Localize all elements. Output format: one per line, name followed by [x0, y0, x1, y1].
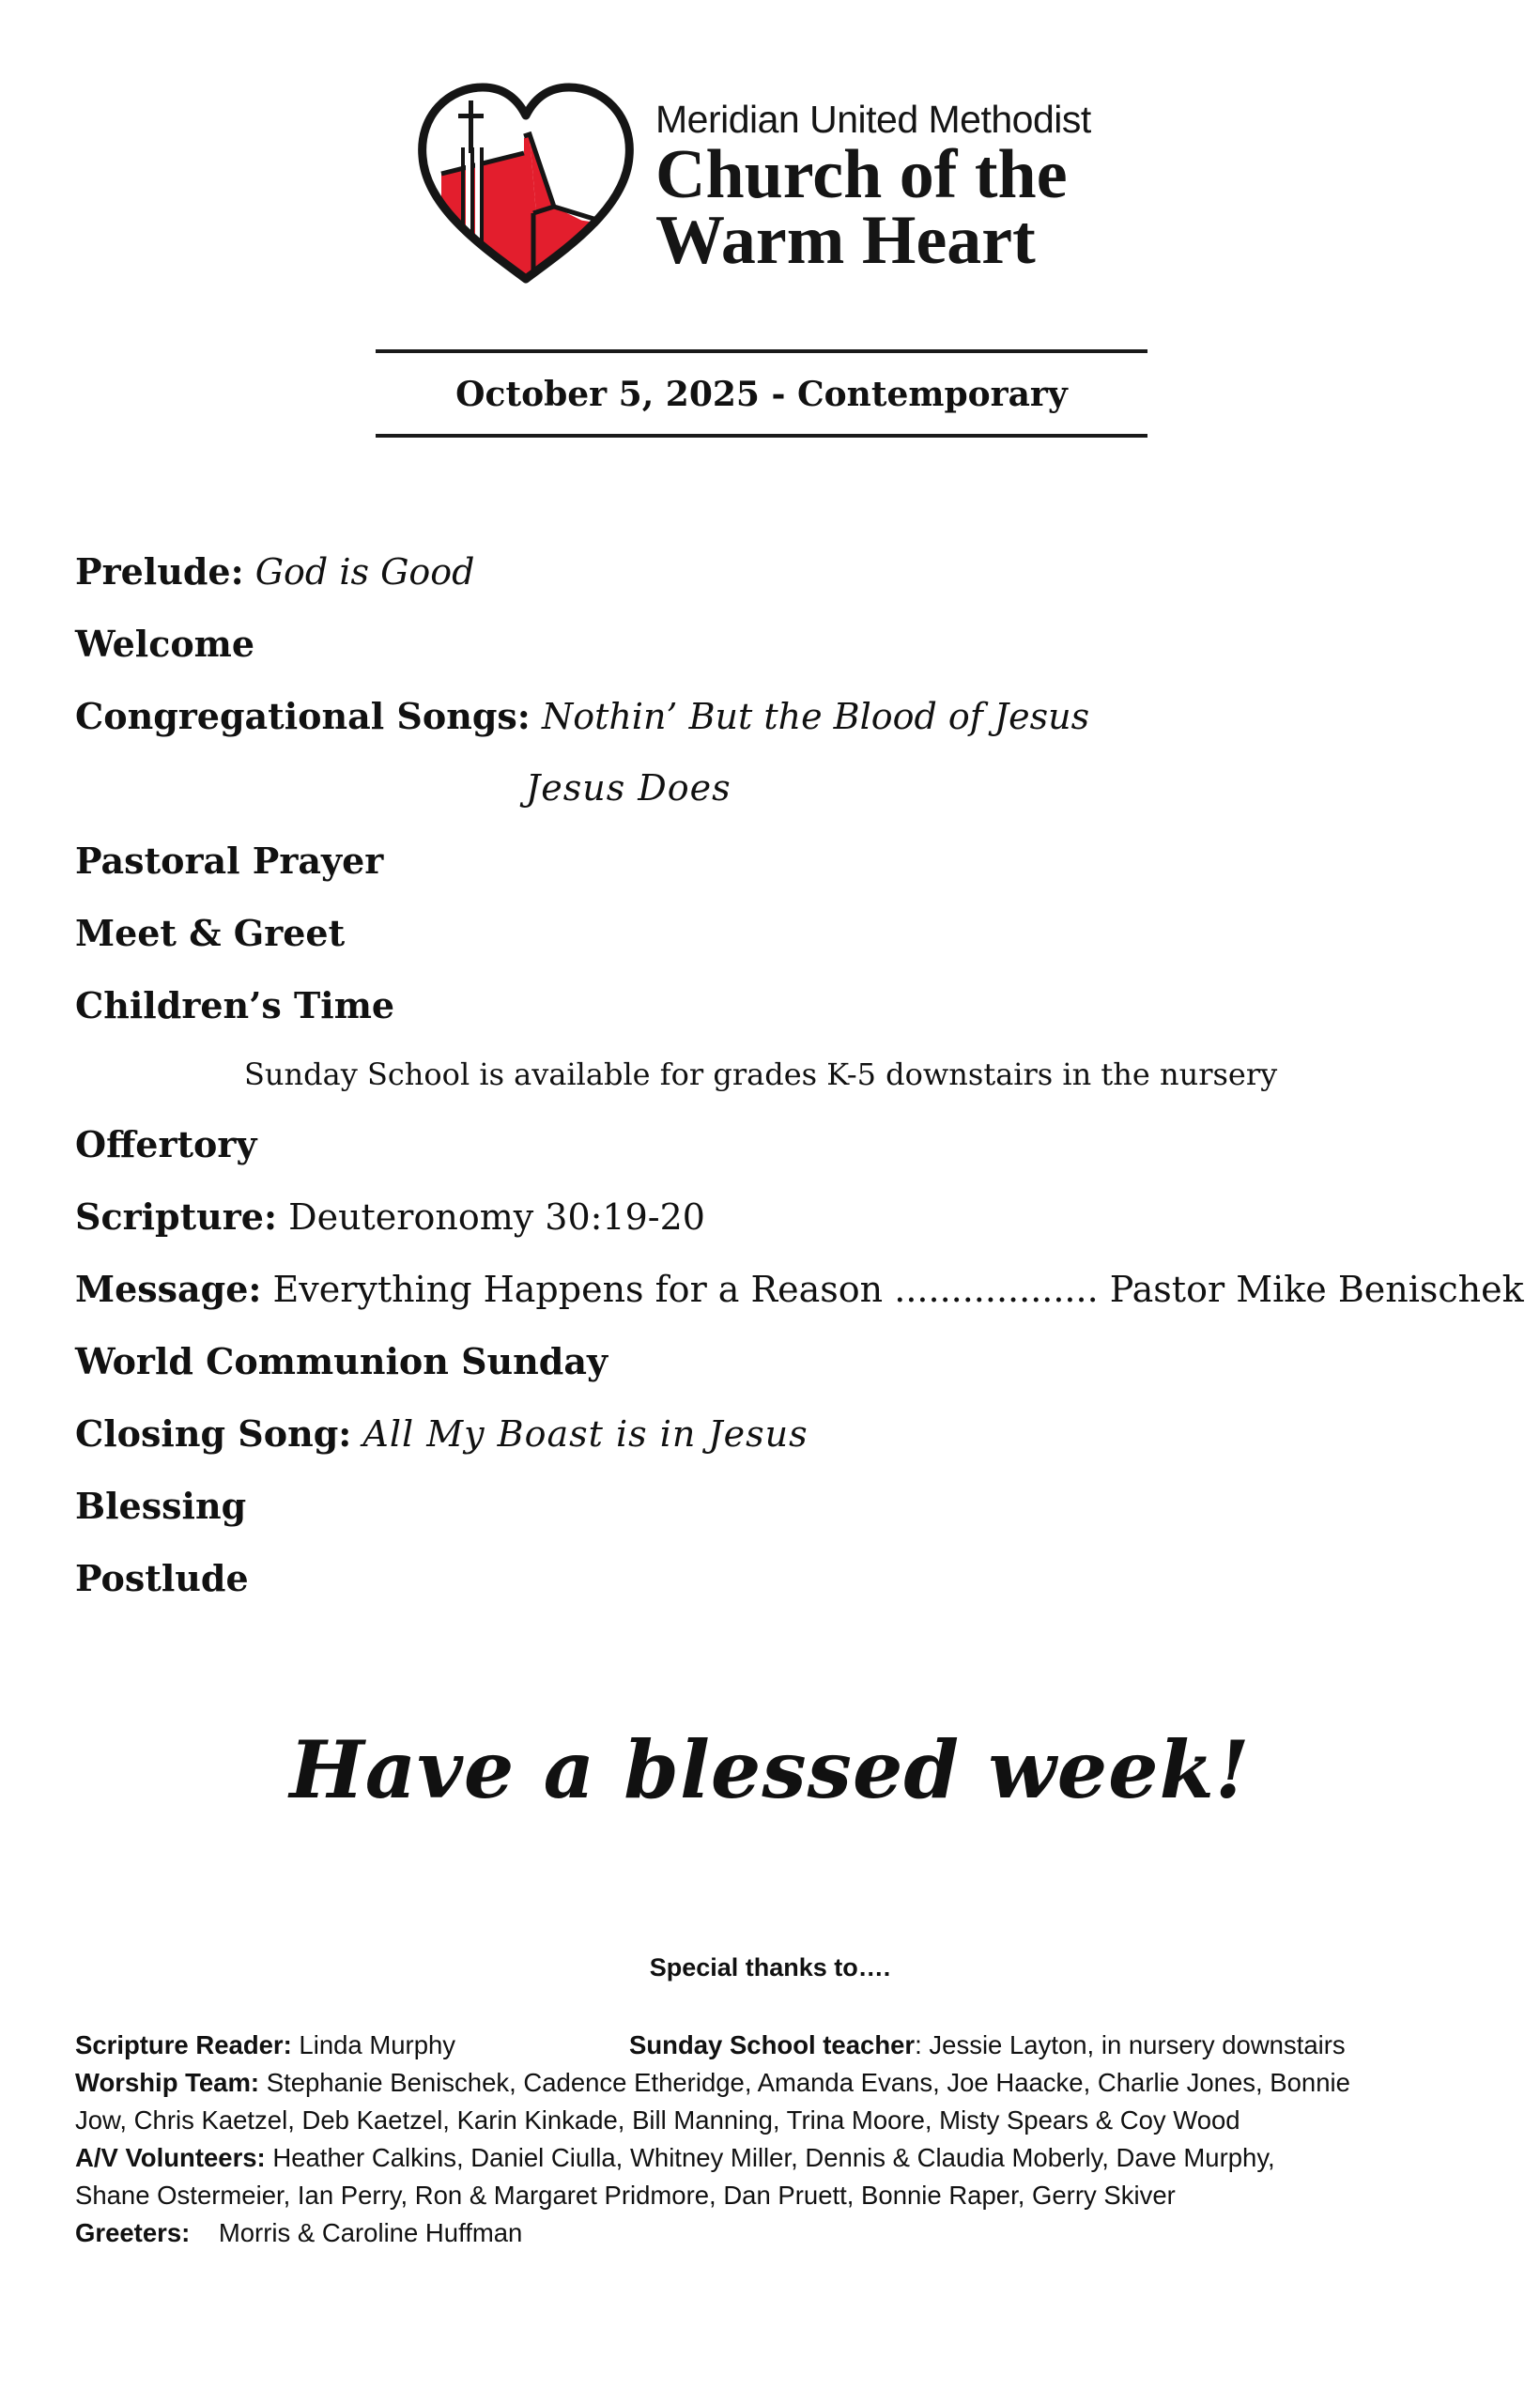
av-volunteers-names-1: Heather Calkins, Daniel Ciulla, Whitney Miller, Dennis & Claudia Moberly, Dave Murphy,: [272, 2143, 1275, 2172]
world-communion-label: World Communion Sunday: [75, 1340, 608, 1382]
childrens-time-label: Children’s Time: [75, 984, 395, 1026]
thanks-row-worship-team: [75, 2064, 1474, 2102]
postlude-label: Postlude: [75, 1557, 249, 1599]
welcome-row: [75, 608, 1484, 680]
worship-team-label: Worship Team:: [75, 2068, 260, 2097]
blessing-label: Blessing: [75, 1485, 247, 1527]
av-volunteers-label: A/V Volunteers:: [75, 2143, 266, 2172]
closing-song-row: [75, 1397, 1484, 1470]
congregational-songs-label: Congregational Songs:: [75, 695, 531, 737]
church-name: [655, 97, 1144, 279]
greeters-label: Greeters:: [75, 2218, 191, 2247]
closing-song-label: Closing Song:: [75, 1412, 352, 1455]
message-title: Everything Happens for a Reason: [272, 1269, 884, 1310]
scripture-reader-cell: [75, 2027, 629, 2064]
thanks-section: [75, 2027, 1474, 2252]
sunday-school-teacher-label: Sunday School teacher: [629, 2030, 916, 2059]
message-label: Message:: [75, 1268, 262, 1310]
congregational-song-2: Jesus Does: [526, 767, 732, 809]
worship-team-names-1: Stephanie Benischek, Cadence Etheridge, Amanda Evans, Joe Haacke, Charlie Jones, Bonnie: [266, 2068, 1350, 2097]
message-speaker: Pastor Mike Benischek: [1109, 1269, 1524, 1310]
congregational-song-2-row: [75, 752, 1484, 825]
prelude-song: God is Good: [254, 551, 475, 593]
pastoral-prayer-row: [75, 825, 1484, 897]
thanks-row-av-cont: [75, 2177, 1474, 2214]
greeters-names: Morris & Caroline Huffman: [218, 2218, 523, 2247]
meet-greet-row: [75, 897, 1484, 969]
thanks-row-greeters: [75, 2214, 1474, 2252]
order-of-service: [75, 535, 1524, 1614]
scripture-reader-label: Scripture Reader:: [75, 2030, 292, 2059]
message-leader-dots: ..................: [894, 1269, 1099, 1310]
scripture-label: Scripture:: [75, 1195, 278, 1238]
postlude-row: [75, 1542, 1484, 1614]
av-volunteers-names-2: Shane Ostermeier, Ian Perry, Ron & Margaret Pridmore, Dan Pruett, Bonnie Raper, Gerry Skiver: [75, 2181, 1176, 2210]
church-logo: [413, 80, 1127, 296]
thanks-row-av: [75, 2139, 1474, 2177]
closing-message: Have a blessed week!: [289, 1723, 1251, 1816]
scripture-row: [75, 1180, 1484, 1253]
prelude-row: [75, 535, 1484, 608]
church-name-line1: Meridian United Methodist: [655, 98, 1091, 141]
prelude-label: Prelude:: [75, 550, 244, 593]
welcome-label: Welcome: [75, 623, 255, 665]
closing-song-title: All My Boast is in Jesus: [362, 1413, 808, 1455]
sunday-school-teacher-name: : Jessie Layton, in nursery downstairs: [915, 2030, 1346, 2059]
offertory-label: Offertory: [75, 1123, 257, 1165]
sunday-school-note: [75, 1041, 1484, 1108]
world-communion-row: [75, 1325, 1484, 1397]
worship-team-names-2: Jow, Chris Kaetzel, Deb Kaetzel, Karin Kinkade, Bill Manning, Trina Moore, Misty Spears & Coy Wood: [75, 2105, 1240, 2135]
scripture-reader-name: Linda Murphy: [299, 2030, 456, 2059]
thanks-row-worship-team-cont: [75, 2102, 1474, 2139]
bottom-divider: [376, 434, 1147, 438]
message-row: [75, 1253, 1524, 1325]
service-date-title: October 5, 2025 - Contemporary: [455, 375, 1068, 414]
church-name-line2: Church of the: [655, 136, 1068, 213]
blessing-row: [75, 1470, 1484, 1542]
church-name-line3: Warm Heart: [655, 202, 1036, 279]
top-divider: [376, 349, 1147, 353]
pastoral-prayer-label: Pastoral Prayer: [75, 840, 384, 882]
childrens-time-row: [75, 969, 1484, 1041]
congregational-songs-row: [75, 680, 1484, 752]
thanks-heading: Special thanks to….: [649, 1953, 891, 1981]
thanks-row-readers: [75, 2027, 1474, 2064]
heart-cross-logo-icon: [413, 80, 639, 291]
congregational-song-1: Nothin’ But the Blood of Jesus: [541, 696, 1090, 737]
meet-greet-label: Meet & Greet: [75, 912, 346, 954]
sunday-school-note-text: Sunday School is available for grades K-5 downstairs in the nursery: [244, 1056, 1278, 1092]
scripture-reference: Deuteronomy 30:19-20: [288, 1196, 705, 1238]
offertory-row: [75, 1108, 1484, 1180]
